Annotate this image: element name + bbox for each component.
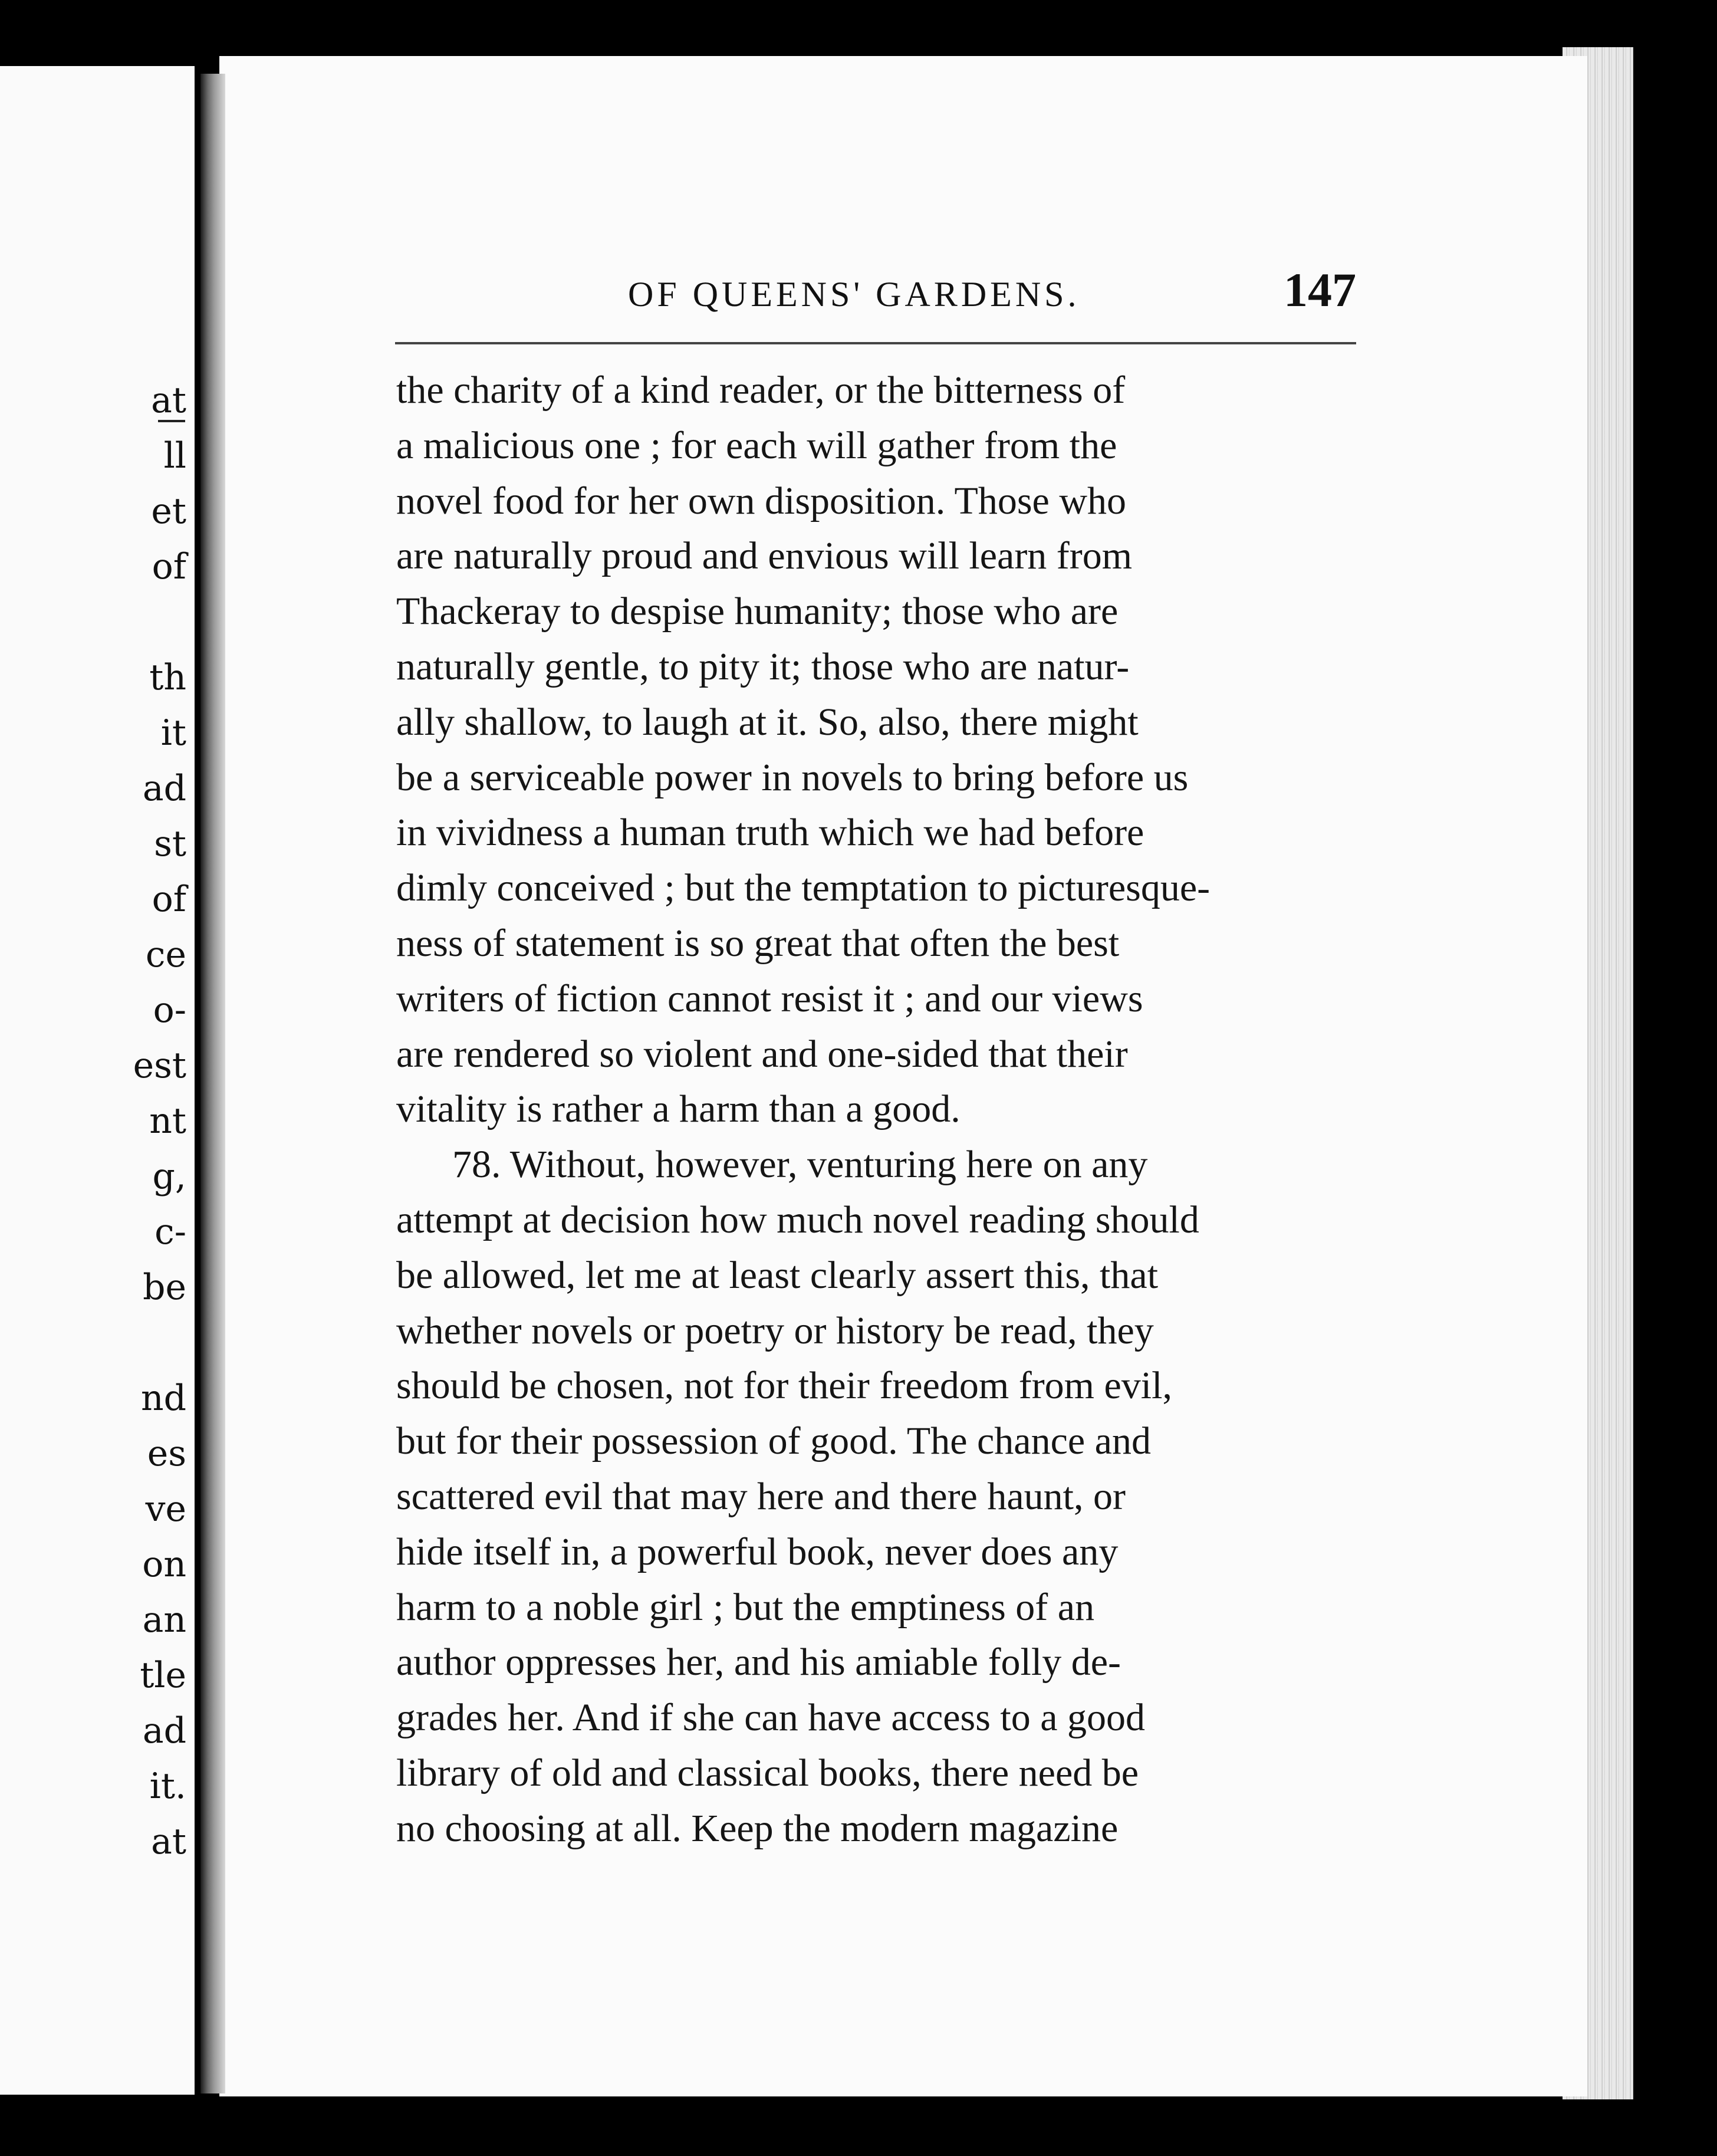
text-line: Thackeray to despise humanity; those who are (396, 590, 1119, 633)
left-fragment-line (133, 1315, 186, 1370)
binding-gutter (200, 74, 225, 2093)
left-fragment-line: of (152, 546, 186, 587)
left-facing-page (0, 66, 195, 2095)
text-line: whether novels or poetry or history be read, they (396, 1309, 1154, 1352)
text-line: are naturally proud and envious will learn from (396, 534, 1133, 578)
left-fragment-line (133, 594, 186, 650)
left-fragment-line: it (160, 712, 186, 754)
left-fragment-line: ad (142, 768, 186, 809)
left-fragment-line: nd (140, 1378, 186, 1419)
page-number: 147 (1284, 263, 1356, 317)
text-line: naturally gentle, to pity it; those who are natur- (396, 645, 1130, 688)
text-line: no choosing at all. Keep the modern magazine (396, 1806, 1119, 1850)
text-line: ness of statement is so great that often the best (396, 921, 1120, 965)
text-line: are rendered so violent and one-sided that their (396, 1032, 1128, 1076)
left-fragment-line: est (133, 1045, 186, 1086)
left-fragment-line: at (151, 380, 186, 421)
left-fragment-line: of (152, 879, 186, 920)
left-fragment-line: st (154, 823, 186, 865)
left-fragment-line: g, (152, 1156, 186, 1197)
left-fragment-line: ce (145, 934, 186, 975)
left-fragment-line: c- (154, 1211, 186, 1253)
text-line: be allowed, let me at least clearly assert this, that (396, 1253, 1159, 1297)
left-fragment-line: ve (145, 1488, 186, 1530)
text-line: vitality is rather a harm than a good. (396, 1087, 961, 1131)
left-page-text-fragments (133, 373, 186, 1869)
text-line: ally shallow, to laugh at it. So, also, there might (396, 700, 1139, 744)
left-fragment-line: ad (142, 1710, 186, 1751)
text-line: harm to a noble girl ; but the emptiness of an (396, 1585, 1095, 1629)
header-rule (395, 342, 1356, 344)
text-line: a malicious one ; for each will gather from the (396, 423, 1117, 467)
text-line: scattered evil that may here and there haunt, or (396, 1474, 1126, 1518)
text-line: writers of fiction cannot resist it ; and our views (396, 977, 1143, 1020)
left-fragment-line: an (142, 1599, 186, 1641)
body-text (396, 363, 1375, 1856)
running-title: OF QUEENS' GARDENS. (628, 275, 1080, 314)
text-line: grades her. And if she can have access to a good (396, 1696, 1146, 1740)
left-fragment-line: tle (140, 1655, 186, 1696)
left-fragment-line: nt (149, 1100, 186, 1142)
left-fragment-line: et (151, 491, 186, 532)
text-line: attempt at decision how much novel reading should (396, 1198, 1199, 1241)
left-fragment-line: be (143, 1267, 186, 1308)
text-line: be a serviceable power in novels to bring before us (396, 755, 1189, 799)
left-fragment-line: th (149, 657, 186, 698)
text-line: the charity of a kind reader, or the bitterness of (396, 369, 1126, 412)
text-line: dimly conceived ; but the temptation to picturesque- (396, 866, 1211, 910)
text-line: hide itself in, a powerful book, never does any (396, 1530, 1119, 1573)
text-line: should be chosen, not for their freedom from evil, (396, 1364, 1172, 1408)
left-fragment-line: es (147, 1433, 186, 1474)
left-fragment-line: it. (149, 1766, 186, 1807)
text-line: but for their possession of good. The chance and (396, 1419, 1151, 1463)
running-head (401, 257, 1356, 333)
text-line: in vividness a human truth which we had before (396, 811, 1144, 854)
left-fragment-line: ll (163, 435, 186, 476)
left-fragment-line: o- (153, 990, 186, 1031)
text-line: author oppresses her, and his amiable folly de- (396, 1641, 1121, 1684)
paragraph-start-line: 78. Without, however, venturing here on any (452, 1143, 1148, 1187)
text-line: novel food for her own disposition. Those who (396, 479, 1126, 522)
left-fragment-line: on (142, 1544, 186, 1585)
text-line: library of old and classical books, there need be (396, 1751, 1139, 1795)
left-fragment-line: at (151, 1821, 186, 1862)
